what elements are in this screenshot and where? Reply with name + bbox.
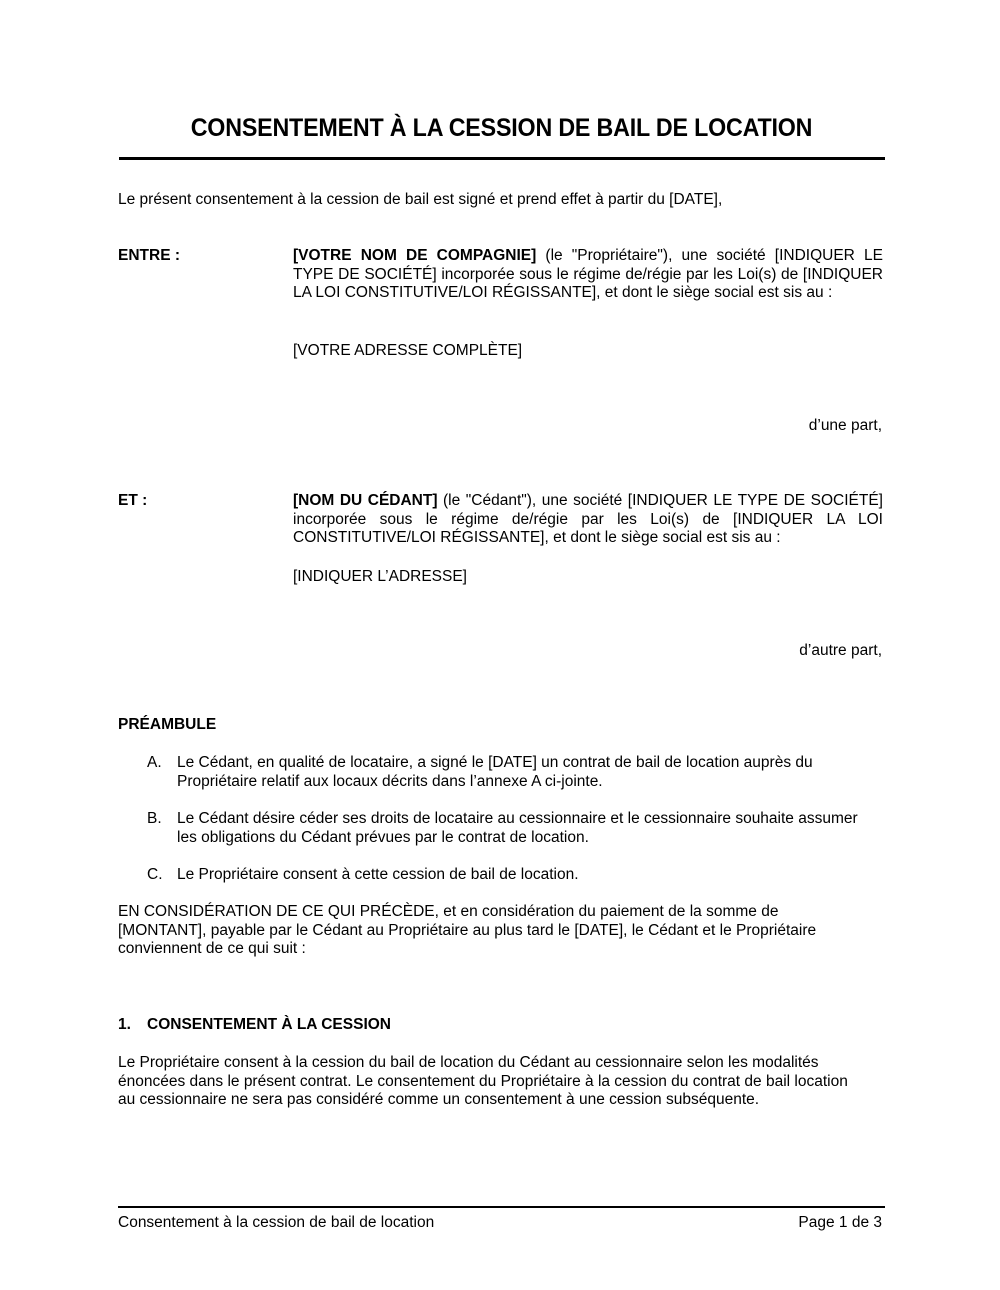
- section-body: Le Propriétaire consent à la cession du bail de location du Cédant au cessionnaire selon les modalités énoncées dans le présent contrat. Le consentement du Propriétaire à la cession du contrat de bail location au cessionnaire ne sera pas considéré comme un consentement à une cession subséquente.: [118, 1054, 848, 1108]
- party-details-assignor: (le "Cédant"), une société [INDIQUER LE TYPE DE SOCIÉTÉ] incorporée sous le régime de/régie par les Loi(s) de [INDIQUER LA LOI CONSTITUTIVE/LOI RÉGISSANTE], et dont le siège social est sis au :: [293, 492, 883, 546]
- party-closing-assignor: d’autre part,: [799, 642, 882, 659]
- preamble-item-letter: A.: [147, 754, 162, 771]
- party-description-assignor: [293, 492, 883, 548]
- section-heading: CONSENTEMENT À LA CESSION: [147, 1016, 391, 1033]
- party-address-owner: [VOTRE ADRESSE COMPLÈTE]: [293, 342, 523, 359]
- party-label-et: ET :: [118, 492, 148, 509]
- document-title: CONSENTEMENT À LA CESSION DE BAIL DE LOCATION: [190, 114, 813, 142]
- section-number: 1.: [118, 1016, 131, 1033]
- footer-page-number: Page 1 de 3: [798, 1214, 882, 1231]
- preamble-item-letter: B.: [147, 810, 162, 827]
- footer-document-title: Consentement à la cession de bail de location: [118, 1214, 435, 1231]
- party-description-owner: [293, 247, 883, 303]
- party-closing-owner: d’une part,: [808, 417, 882, 434]
- preamble-heading: PRÉAMBULE: [118, 716, 217, 733]
- intro-paragraph: Le présent consentement à la cession de bail est signé et prend effet à partir du [DATE],: [118, 191, 723, 208]
- preamble-item-letter: C.: [147, 866, 163, 883]
- party-name-owner: [VOTRE NOM DE COMPAGNIE]: [293, 247, 537, 264]
- party-address-assignor: [INDIQUER L’ADRESSE]: [293, 568, 467, 585]
- preamble-item-text: Le Cédant, en qualité de locataire, a signé le [DATE] un contrat de bail de location auprès du Propriétaire relatif aux locaux décrits dans l’annexe A ci-jointe.: [177, 754, 813, 790]
- party-details-owner: (le "Propriétaire"), une société [INDIQUER LE TYPE DE SOCIÉTÉ] incorporée sous le régime de/régie par les Loi(s) de [INDIQUER LA LOI CONSTITUTIVE/LOI RÉGISSANTE], et dont le siège social est sis au :: [293, 247, 883, 301]
- title-divider: [119, 157, 885, 160]
- footer-divider: [118, 1206, 885, 1208]
- preamble-item-text: Le Propriétaire consent à cette cession de bail de location.: [177, 866, 579, 883]
- consideration-paragraph: EN CONSIDÉRATION DE CE QUI PRÉCÈDE, et en considération du paiement de la somme de [MONTANT], payable par le Cédant au Propriétaire au plus tard le [DATE], le Cédant et le Propriétaire conviennent de ce qui suit :: [118, 903, 817, 957]
- party-label-entre: ENTRE :: [118, 247, 180, 264]
- preamble-item-text: Le Cédant désire céder ses droits de locataire au cessionnaire et le cessionnaire souhaite assumer les obligations du Cédant prévues par le contrat de location.: [177, 810, 858, 846]
- party-name-assignor: [NOM DU CÉDANT]: [293, 492, 438, 509]
